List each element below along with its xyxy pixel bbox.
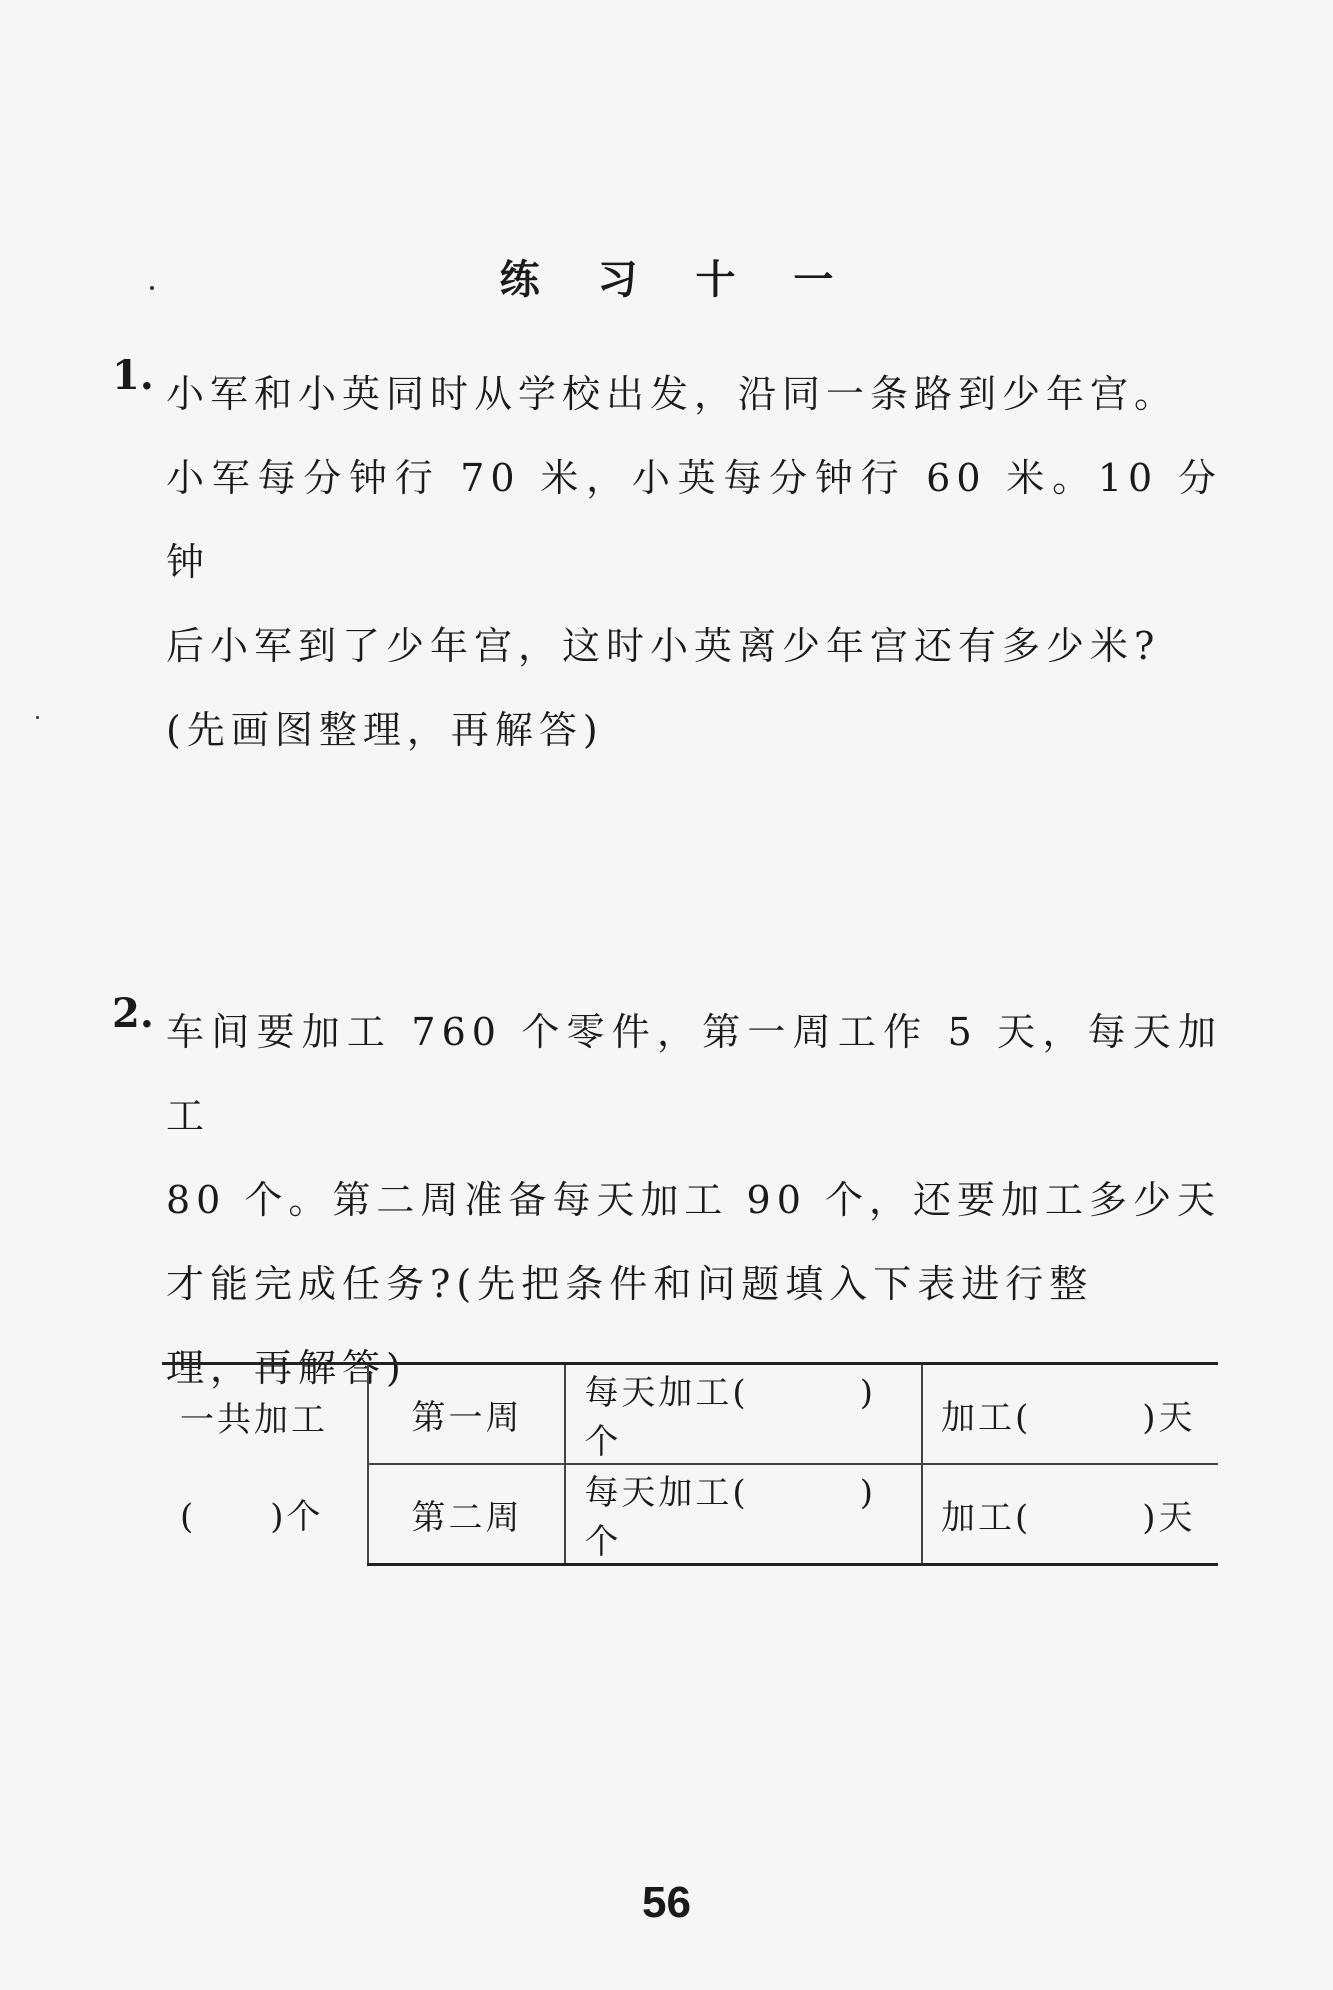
page-number: 56 <box>642 1878 691 1927</box>
problem-line: 才能完成任务?(先把条件和问题填入下表进行整 <box>166 1262 1094 1306</box>
week-label: 第一周 <box>368 1364 565 1465</box>
table-row <box>162 1364 1218 1465</box>
total-blank[interactable]: ( )个 <box>180 1496 324 1537</box>
week-label: 第二周 <box>368 1464 565 1565</box>
problem-line: 小军每分钟行 70 米，小英每分钟行 60 米。10 分钟 <box>166 456 1222 584</box>
problem-line: 车间要加工 760 个零件，第一周工作 5 天，每天加工 <box>166 1010 1222 1138</box>
scan-speck <box>36 716 39 719</box>
problem-number: 2. <box>112 990 154 1037</box>
problem-line: 理，再解答) <box>166 1346 407 1390</box>
total-cell <box>162 1364 368 1565</box>
daily-blank[interactable]: 每天加工( )个 <box>565 1364 922 1465</box>
total-label: 一共加工 <box>180 1399 328 1440</box>
problem-line: 后小军到了少年宫，这时小英离少年宫还有多少米? <box>166 624 1161 668</box>
problem-number: 1. <box>112 352 154 399</box>
problem-line: 80 个。第二周准备每天加工 90 个，还要加工多少天 <box>166 1178 1221 1222</box>
arrangement-table <box>162 1362 1218 1566</box>
exercise-title: 练 习 十 一 <box>499 257 856 303</box>
daily-blank[interactable]: 每天加工( )个 <box>565 1464 922 1565</box>
problem-line: 小军和小英同时从学校出发，沿同一条路到少年宫。 <box>166 372 1179 416</box>
days-blank[interactable]: 加工( )天 <box>922 1464 1218 1565</box>
days-blank[interactable]: 加工( )天 <box>922 1364 1218 1465</box>
problem-text <box>166 352 1222 772</box>
problem-text <box>166 990 1222 1410</box>
problem-line: (先画图整理，再解答) <box>166 708 604 752</box>
problem-1 <box>112 352 1222 772</box>
problem-2 <box>112 990 1222 1410</box>
